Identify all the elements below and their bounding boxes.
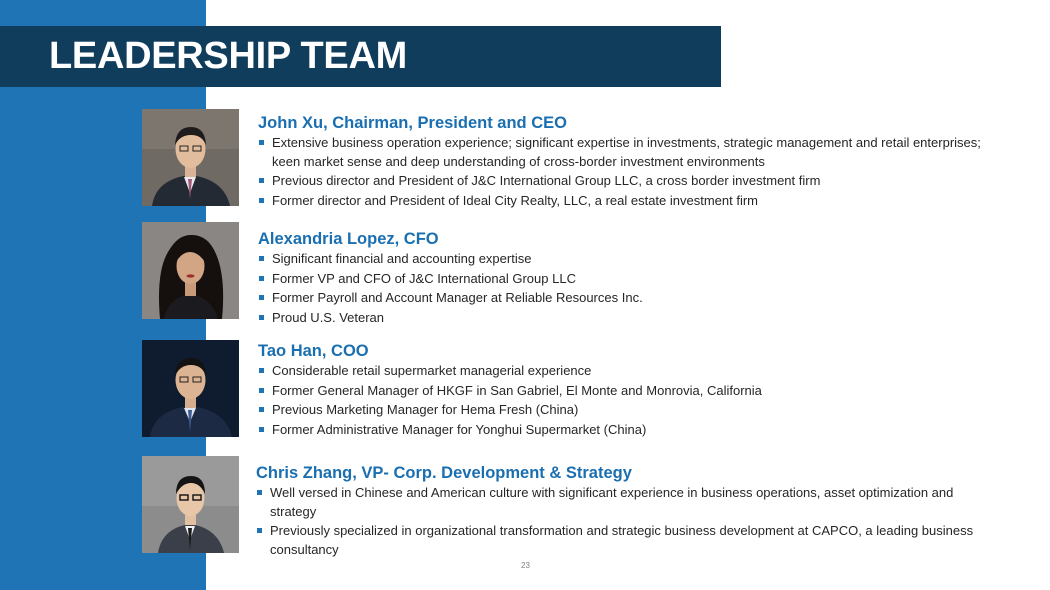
bullet-item: Former director and President of Ideal City Realty, LLC, a real estate investment firm [258, 192, 998, 211]
chris-zhang-photo [142, 456, 239, 553]
alexandria-lopez-photo [142, 222, 239, 319]
bullet-item: Former General Manager of HKGF in San Gabriel, El Monte and Monrovia, California [258, 382, 998, 401]
member-tao-han [258, 341, 998, 440]
bullet-item: Considerable retail supermarket managerial experience [258, 362, 998, 381]
bullet-item: Proud U.S. Veteran [258, 309, 998, 328]
bullet-item: Former VP and CFO of J&C International Group LLC [258, 270, 998, 289]
title-banner [0, 26, 721, 87]
bullet-item: Previous director and President of J&C International Group LLC, a cross border investment firm [258, 172, 998, 191]
member-john-xu [258, 113, 998, 211]
page-number: 23 [521, 561, 530, 570]
member-name: Chris Zhang, VP- Corp. Development & Strategy [256, 464, 632, 482]
member-name: Tao Han, COO [258, 342, 369, 360]
page-title: LEADERSHIP TEAM [49, 35, 407, 77]
member-alexandria-lopez [258, 229, 998, 328]
member-bullets [256, 484, 996, 559]
bullet-item: Previous Marketing Manager for Hema Fresh (China) [258, 401, 998, 420]
member-bullets [258, 362, 998, 439]
bullet-item: Former Administrative Manager for Yonghui Supermarket (China) [258, 421, 998, 440]
member-name: Alexandria Lopez, CFO [258, 230, 439, 248]
member-name: John Xu, Chairman, President and CEO [258, 114, 567, 132]
member-chris-zhang [256, 463, 996, 560]
tao-han-photo [142, 340, 239, 437]
bullet-item: Extensive business operation experience; significant expertise in investments, strategic management and retail enterprises; keen market sense and deep understanding of cross-border investment environments [258, 134, 998, 171]
bullet-item: Former Payroll and Account Manager at Reliable Resources Inc. [258, 289, 998, 308]
member-bullets [258, 134, 998, 210]
bullet-item: Previously specialized in organizational transformation and strategic business development at CAPCO, a leading business consultancy [256, 522, 996, 559]
bullet-item: Well versed in Chinese and American culture with significant experience in business operations, asset optimization and strategy [256, 484, 996, 521]
bullet-item: Significant financial and accounting expertise [258, 250, 998, 269]
member-bullets [258, 250, 998, 327]
john-xu-photo [142, 109, 239, 206]
